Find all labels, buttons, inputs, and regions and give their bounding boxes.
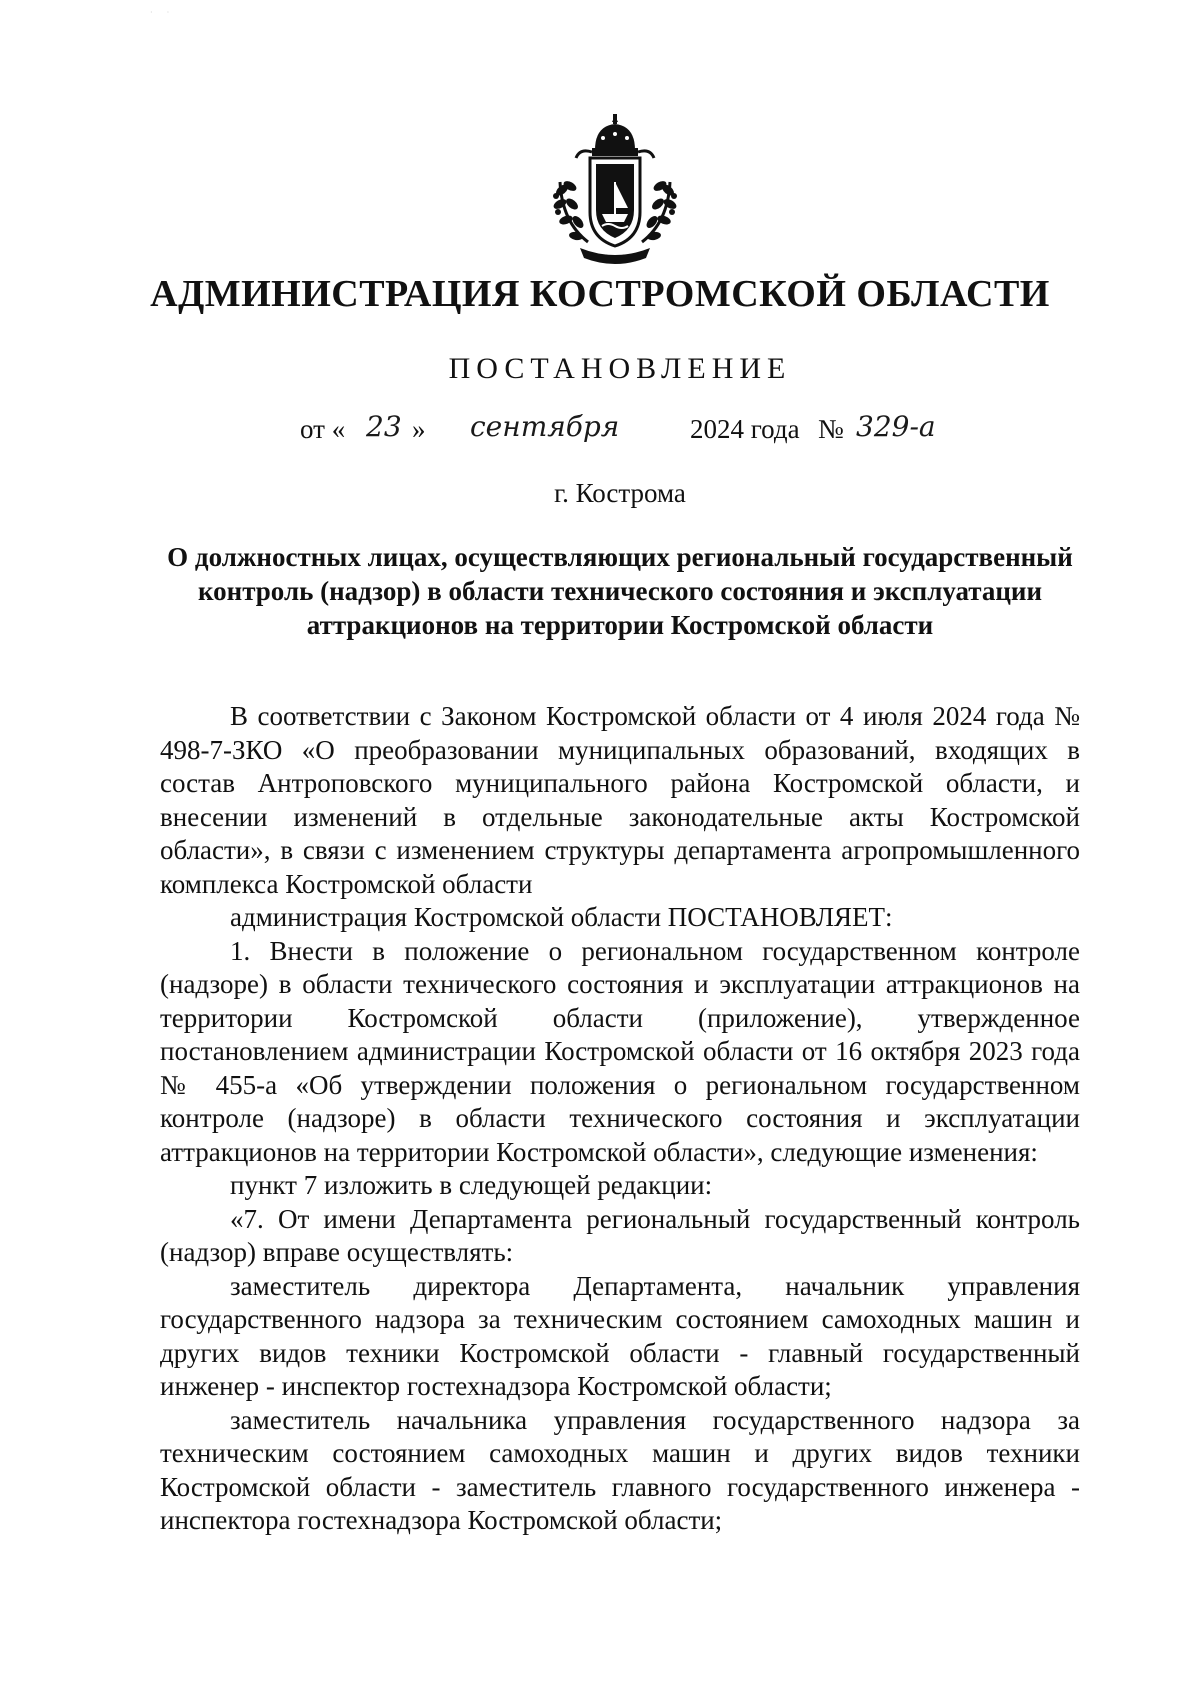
body-paragraph: В соответствии с Законом Костромской области от 4 июля 2024 года № 498-7-ЗКО «О преобразовании муниципальных образований, входящих в состав Антроповского муниципального района Костромской области, и внесении изменений в отдельные законодательные акты Костромской области», в связи с изменением структуры департамента агропромышленного комплекса Костромской области bbox=[160, 701, 1080, 899]
date-line bbox=[0, 410, 1200, 450]
date-day-handwritten: 23 bbox=[366, 410, 402, 443]
body-paragraph: заместитель начальника управления государственного надзора за техническим состоянием самоходных машин и других видов техники Костромской области - заместитель главного государственного инженера - инспектора гостехнадзора Костромской области; bbox=[160, 1404, 1080, 1535]
body-paragraph: пункт 7 изложить в следующей редакции: bbox=[230, 1170, 713, 1200]
document-type: ПОСТАНОВЛЕНИЕ bbox=[448, 352, 792, 385]
date-year: 2024 года bbox=[690, 414, 800, 444]
body-paragraph: заместитель директора Департамента, начальник управления государственного надзора за техническим состоянием самоходных машин и других видов техники Костромской области - главный государственный инженер - инспектор гостехнадзора Костромской области; bbox=[160, 1270, 1080, 1401]
date-month-handwritten: сентября bbox=[470, 410, 620, 443]
city: г. Кострома bbox=[554, 478, 686, 508]
body-paragraph: «7. От имени Департамента региональный государственный контроль (надзор) вправе осуществлять: bbox=[160, 1203, 1080, 1267]
number-sign: № bbox=[818, 414, 844, 444]
date-prefix: от « bbox=[300, 414, 346, 444]
document-number-handwritten: 329-а bbox=[856, 410, 936, 443]
document-subject: О должностных лицах, осуществляющих региональный государственный контроль (надзор) в области технического состояния и эксплуатации аттракционов на территории Костромской области bbox=[167, 542, 1073, 640]
coat-of-arms-icon bbox=[540, 112, 690, 272]
body-paragraph: 1. Внести в положение о региональном государственном контроле (надзоре) в области технического состояния и эксплуатации аттракционов на территории Костромской области (приложение), утвержденное постановлением администрации Костромской области от 16 октября 2023 года № 455-а «Об утверждении положения о региональном государственном контроле (надзоре) в области технического состояния и эксплуатации аттракционов на территории Костромской области», следующие изменения: bbox=[160, 935, 1080, 1167]
body-paragraph: администрация Костромской области ПОСТАНОВЛЯЕТ: bbox=[230, 902, 893, 932]
organization-title: АДМИНИСТРАЦИЯ КОСТРОМСКОЙ ОБЛАСТИ bbox=[150, 273, 1050, 315]
date-day-close: » bbox=[412, 414, 426, 444]
document-body bbox=[160, 700, 1080, 1538]
scan-speckles: · · bbox=[150, 8, 176, 17]
